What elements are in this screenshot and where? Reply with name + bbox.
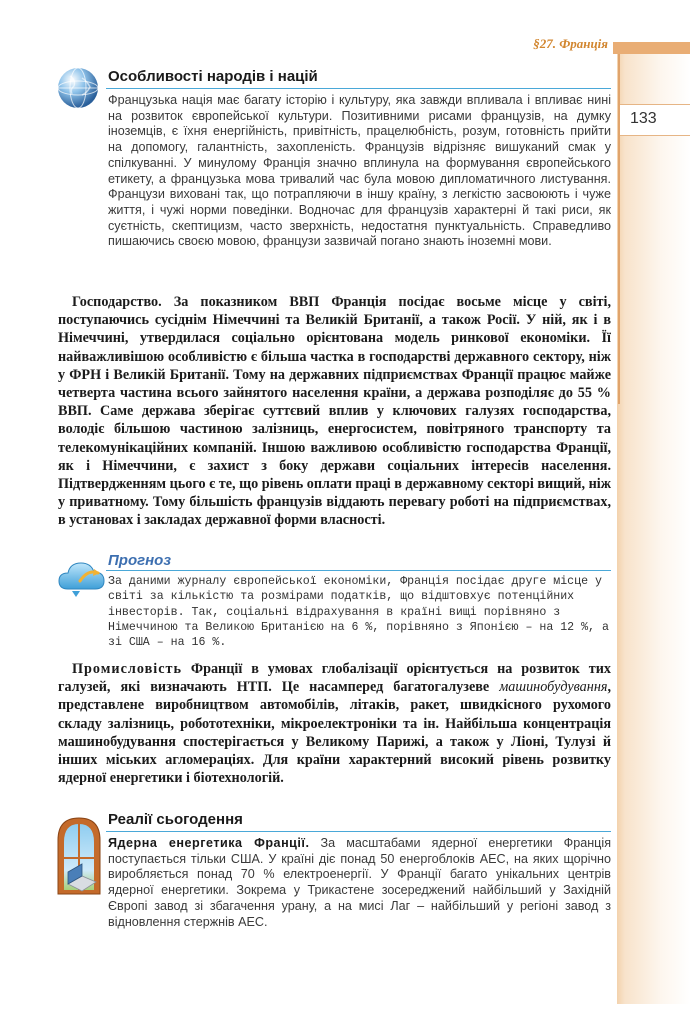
industry-lead: Промисловість	[72, 661, 182, 677]
peoples-box-text	[108, 93, 611, 250]
industry-section	[58, 660, 611, 787]
industry-italic-term: машинобудування	[499, 679, 608, 696]
forecast-cloud-icon	[58, 555, 106, 599]
realities-text: За масштабами ядерної енергетики Франція поступається тільки США. У країні діє понад 50 енергоблоків АЕС, на яких щорічно виробляється понад 70 % електроенергії. У Франції багато унікальних центрів ядерної енергетики. Зокрема у Трикастене зосереджений найбільший у Західній Європі завод зі збагачення урану, а на мисі Лаг – найбільший у регіоні завод з відновлення стержнів АЕС.	[108, 836, 612, 929]
globe-icon	[56, 66, 100, 110]
economy-heading: Господарство.	[72, 294, 162, 310]
window-laptop-icon	[54, 814, 104, 898]
peoples-box-title: Особливості народів і націй	[108, 68, 318, 85]
industry-paragraph	[58, 660, 611, 787]
forecast-title-rule	[106, 570, 611, 571]
realities-title-rule	[106, 831, 611, 832]
industry-text-a: Франції в умовах глобалізації орієнтується на розвиток тих галузей, які визначають НТП. Це насамперед багатогалузеве	[58, 661, 611, 696]
peoples-title-rule	[106, 88, 611, 89]
economy-paragraph	[58, 293, 611, 530]
realities-box-title: Реалії сьогодення	[108, 811, 243, 828]
section-header: §27. Франція	[533, 36, 608, 51]
page-margin-strip	[617, 54, 690, 1004]
page-number: 133	[630, 110, 657, 127]
margin-top-band	[613, 42, 690, 54]
economy-text: За показником ВВП Франція посідає восьме місце у світі, поступаючись сусіднім Німеччині та Великій Британії, а також Росії. У ній, як і в Німеччині, утвердилася соціально орієнтована модель ринкової економіки. Її найважливішою особливістю є більша частка в господарстві державного сектору, ніж у ФРН і Великій Британії. Тому на державних підприємствах Франції працює майже четверта частина всього зайнятого населення країни, а держава розподіляє до 55 % ВВП. Саме держава зберігає суттєвий вплив у ключових галузях господарства, володіє більшою частиною залізниць, енергосистем, повітряного транспорту та телекомунікаційних компаній. Іншою важливою особливістю господарства Франції, як і Німеччини, є захист з боку держави соціальних інтересів населення. Підтвердженням цього є те, що рівень оплати праці в державному секторі вищий, ніж у приватному. Тому більшість французів віддають перевагу роботі на підприємствах, в установах і закладах державної форми власності.	[58, 294, 612, 529]
realities-paragraph	[108, 836, 611, 930]
forecast-text: За даними журналу європейської економіки, Франція посідає друге місце у світі за кількістю та розмірами податків, що відштовхує потенційних інвесторів. Так, соціальні відрахування в країні вищі порівняно з Німеччиною та Великою Британією на 6 %, порівняно з Японією – на 12 %, а зі США – на 16 %.	[108, 575, 609, 650]
realities-box-text	[108, 836, 611, 930]
realities-lead: Ядерна енергетика Франції.	[108, 836, 310, 850]
forecast-title: Прогноз	[108, 552, 171, 569]
industry-text-b: , представлене виробництвом автомобілів, літаків, ракет, швидкісного рухомого складу залізниць, робототехніки, мікроелектроніки та ін. Найбільша концентрація машинобудування спостерігається у Великому Парижі, а також у Ліоні, Тулузі й інших міських агломераціях. Для країни характерний високий рівень розвитку ядерної енергетики і біотехнологій.	[58, 679, 611, 787]
economy-section	[58, 293, 611, 530]
peoples-paragraph: Французька нація має багату історію і культуру, яка завжди впливала і впливає нині на розвиток європейської культури. Позитивними рисами французів, на думку іноземців, є їхня енергійність, привітність, працелюбність, розум, готовність прийти на допомогу, галантність, захопленість. Французів відрізняє вишуканий смак у спілкуванні. У минулому Франція значно вплинула на формування європейського етикету, а французька мова тривалий час була мовою дипломатичного листування. Французи виховані так, що потрапляючи в іншу країну, з легкістю засвоюють і чуже життя, і чужі норми поведінки. Водночас для французів характерні й такі риси, як суєтність, скептицизм, часто зверхність, недостатня пунктуальність. Справедливо пишаючись своєю мовою, французи зазвичай погано знають іноземні мови.	[108, 93, 611, 249]
